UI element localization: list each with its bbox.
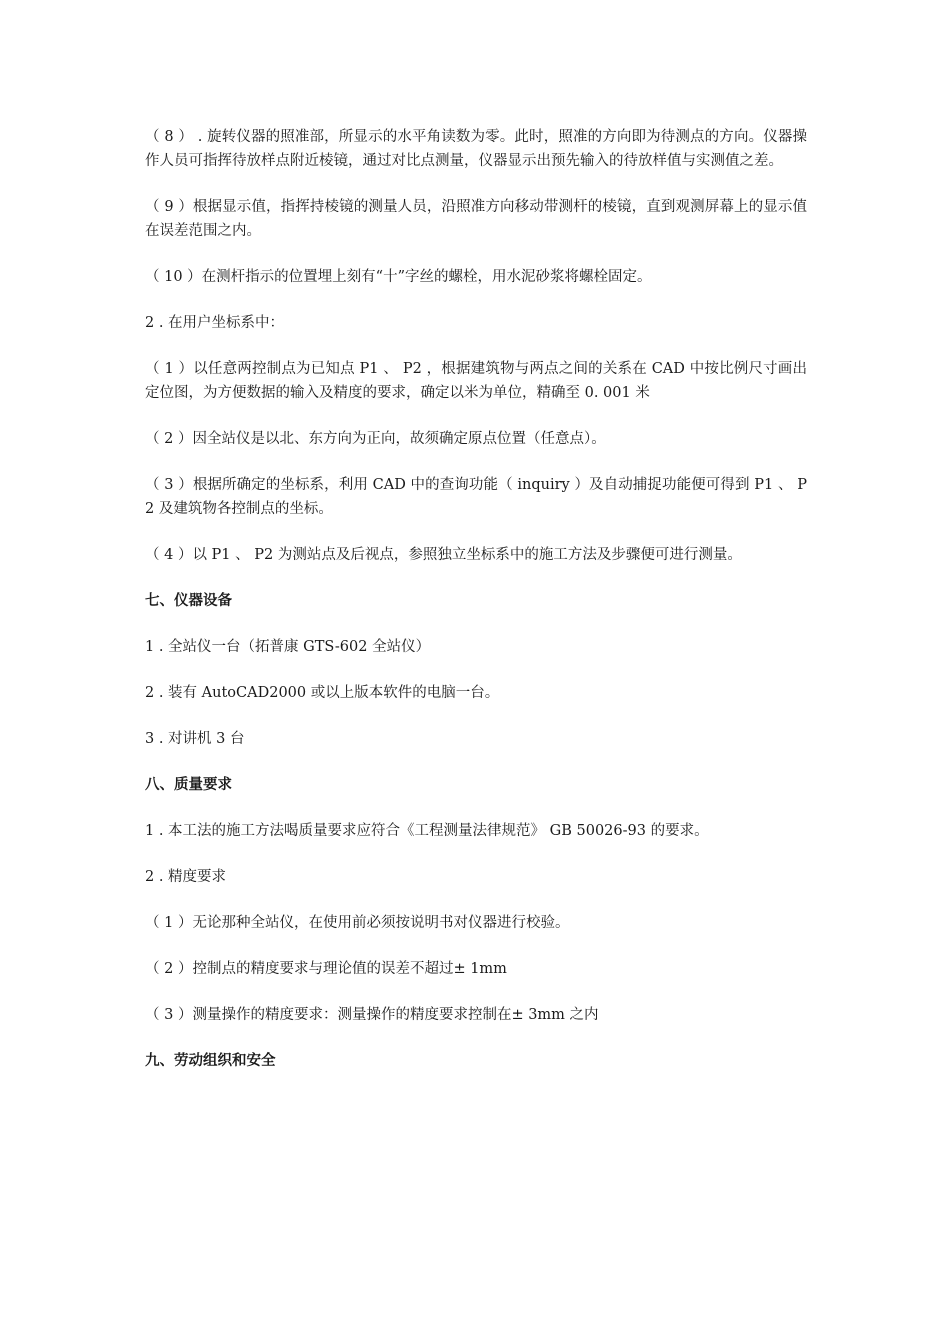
paragraph-step-10: （ 10 ）在测杆指示的位置埋上刻有“十”字丝的螺栓，用水泥砂浆将螺栓固定。: [145, 269, 652, 285]
section-heading-labor-safety: 九、劳动组织和安全: [145, 1052, 276, 1069]
paragraph-ucs-step-2: （ 2 ）因全站仪是以北、东方向为正向，故须确定原点位置（任意点）。: [145, 431, 606, 447]
paragraph-step-9: （ 9 ）根据显示值，指挥持棱镜的测量人员，沿照准方向移动带测杆的棱镜，直到观测屏幕上的显示值在误差范围之内。: [145, 199, 807, 239]
paragraph-equipment-2: 2 . 装有 AutoCAD2000 或以上版本软件的电脑一台。: [145, 685, 500, 701]
paragraph-quality-2: 2 . 精度要求: [145, 869, 227, 885]
section-heading-quality: 八、质量要求: [145, 776, 232, 793]
paragraph-ucs-step-4: （ 4 ）以 P1 、 P2 为测站点及后视点，参照独立坐标系中的施工方法及步骤便可进行测量。: [145, 547, 742, 563]
paragraph-equipment-3: 3 . 对讲机 3 台: [145, 731, 245, 747]
paragraph-ucs-step-3: （ 3 ）根据所确定的坐标系，利用 CAD 中的查询功能（ inquiry ）及自动捕捉功能便可得到 P1 、 P2 及建筑物各控制点的坐标。: [145, 477, 807, 517]
paragraph-quality-1: 1 . 本工法的施工方法喝质量要求应符合《工程测量法律规范》 GB 50026-93 的要求。: [145, 823, 709, 839]
paragraph-accuracy-2: （ 2 ）控制点的精度要求与理论值的误差不超过± 1mm: [145, 961, 507, 977]
paragraph-accuracy-3: （ 3 ）测量操作的精度要求：测量操作的精度要求控制在± 3mm 之内: [145, 1007, 599, 1023]
paragraph-step-8: （ 8 ） . 旋转仪器的照准部，所显示的水平角读数为零。此时，照准的方向即为待测点的方向。仪器操作人员可指挥待放样点附近棱镜，通过对比点测量，仪器显示出预先输入的待放样值与实测值之差。: [145, 129, 807, 169]
paragraph-ucs-step-1: （ 1 ）以任意两控制点为已知点 P1 、 P2 ，根据建筑物与两点之间的关系在 CAD 中按比例尺寸画出定位图，为方便数据的输入及精度的要求，确定以米为单位，精确至 0. 001 米: [145, 361, 807, 401]
section-heading-equipment: 七、仪器设备: [145, 592, 232, 609]
paragraph-equipment-1: 1 . 全站仪一台（拓普康 GTS-602 全站仪）: [145, 639, 431, 655]
document-body: [145, 125, 807, 1095]
paragraph-user-coordinate-system: 2 . 在用户坐标系中：: [145, 315, 285, 331]
paragraph-accuracy-1: （ 1 ）无论那种全站仪，在使用前必须按说明书对仪器进行校验。: [145, 915, 570, 931]
